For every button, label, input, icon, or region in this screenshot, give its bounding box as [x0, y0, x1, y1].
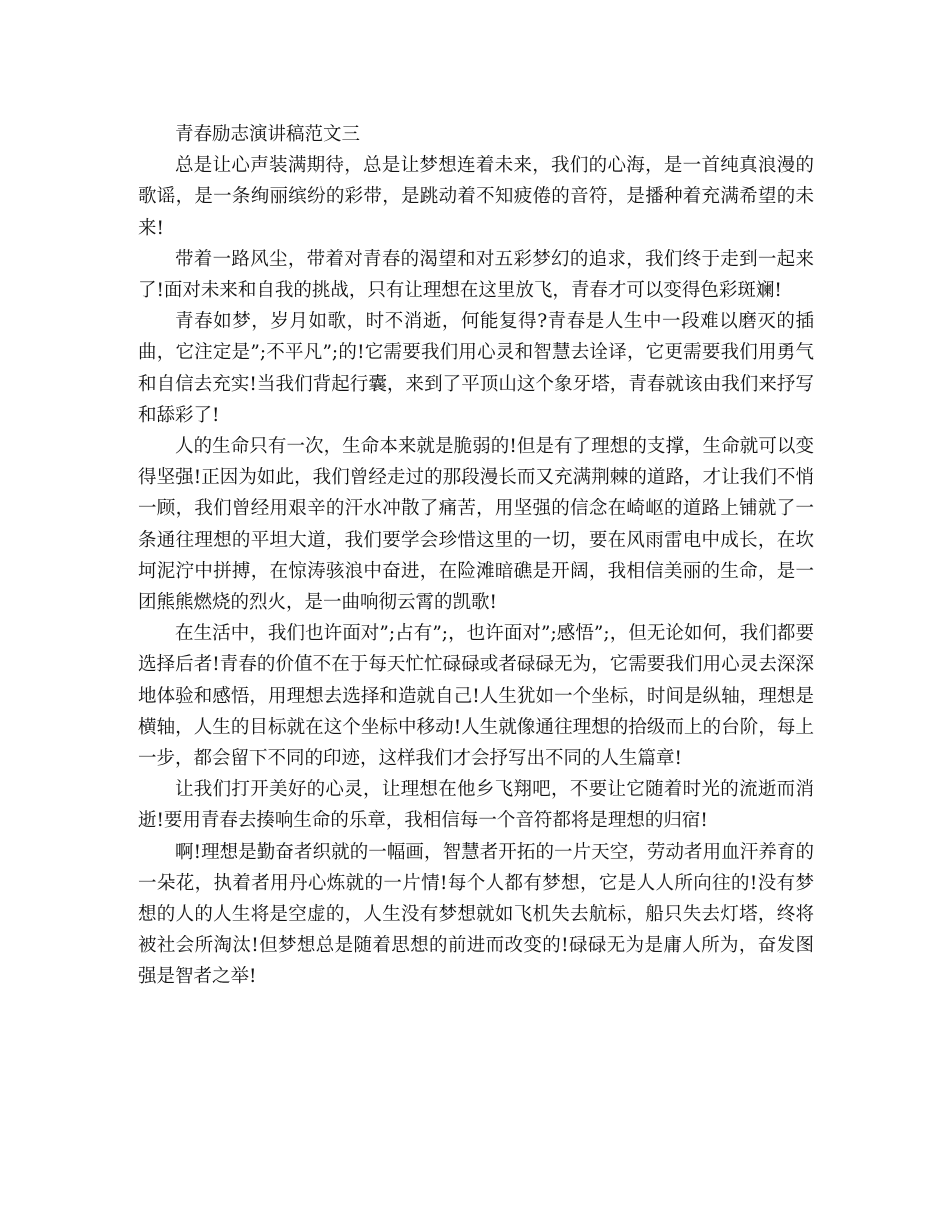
paragraph-7: 啊!理想是勤奋者织就的一幅画，智慧者开拓的一片天空，劳动者用血汗养育的一朵花，执着者用丹心炼就的一片情!每个人都有梦想，它是人人所向往的!没有梦想的人的人生将是空虚的，人生没有梦想就如飞机失去航标，船只失去灯塔，终将被社会所淘汰!但梦想总是随着思想的前进而改变的!碌碌无为是庸人所为，奋发图强是智者之举!	[138, 841, 814, 988]
paragraph-2: 带着一路风尘，带着对青春的渴望和对五彩梦幻的追求，我们终于走到一起来了!面对未来和自我的挑战，只有让理想在这里放飞，青春才可以变得色彩斑斓!	[138, 248, 814, 302]
paragraph-3: 青春如梦，岁月如歌，时不消逝，何能复得?青春是人生中一段难以磨灭的插曲，它注定是”;不平凡”;的!它需要我们用心灵和智慧去诠译，它更需要我们用勇气和自信去充实!当我们背起行囊，来到了平顶山这个象牙塔，青春就该由我们来抒写和舔彩了!	[138, 311, 814, 426]
document-title: 青春励志演讲稿范文三	[175, 124, 361, 145]
document-body	[138, 119, 814, 993]
paragraph-4: 人的生命只有一次，生命本来就是脆弱的!但是有了理想的支撑，生命就可以变得坚强!正因为如此，我们曾经走过的那段漫长而又充满荆棘的道路，才让我们不悄一顾，我们曾经用艰辛的汗水冲散了痛苦，用坚强的信念在崎岖的道路上铺就了一条通往理想的平坦大道，我们要学会珍惜这里的一切，要在风雨雷电中成长，在坎坷泥泞中拼搏，在惊涛骇浪中奋进，在险滩暗礁是开阔，我相信美丽的生命，是一团熊熊燃烧的烈火，是一曲响彻云霄的凯歌!	[138, 436, 814, 614]
paragraph-1: 总是让心声装满期待，总是让梦想连着未来，我们的心海，是一首纯真浪漫的歌谣，是一条绚丽缤纷的彩带，是跳动着不知疲倦的音符，是播种着充满希望的未来!	[138, 155, 814, 239]
paragraph-6: 让我们打开美好的心灵，让理想在他乡飞翔吧，不要让它随着时光的流逝而消逝!要用青春去揍响生命的乐章，我相信每一个音符都将是理想的归宿!	[138, 779, 814, 832]
paragraph-5: 在生活中，我们也许面对”;占有”;，也许面对”;感悟”;，但无论如何，我们都要选择后者!青春的价值不在于每天忙忙碌碌或者碌碌无为，它需要我们用心灵去深深地体验和感悟，用理想去选择和造就自己!人生犹如一个坐标，时间是纵轴，理想是横轴，人生的目标就在这个坐标中移动!人生就像通往理想的拾级而上的台阶，每上一步，都会留下不同的印迹，这样我们才会抒写出不同的人生篇章!	[138, 623, 814, 770]
